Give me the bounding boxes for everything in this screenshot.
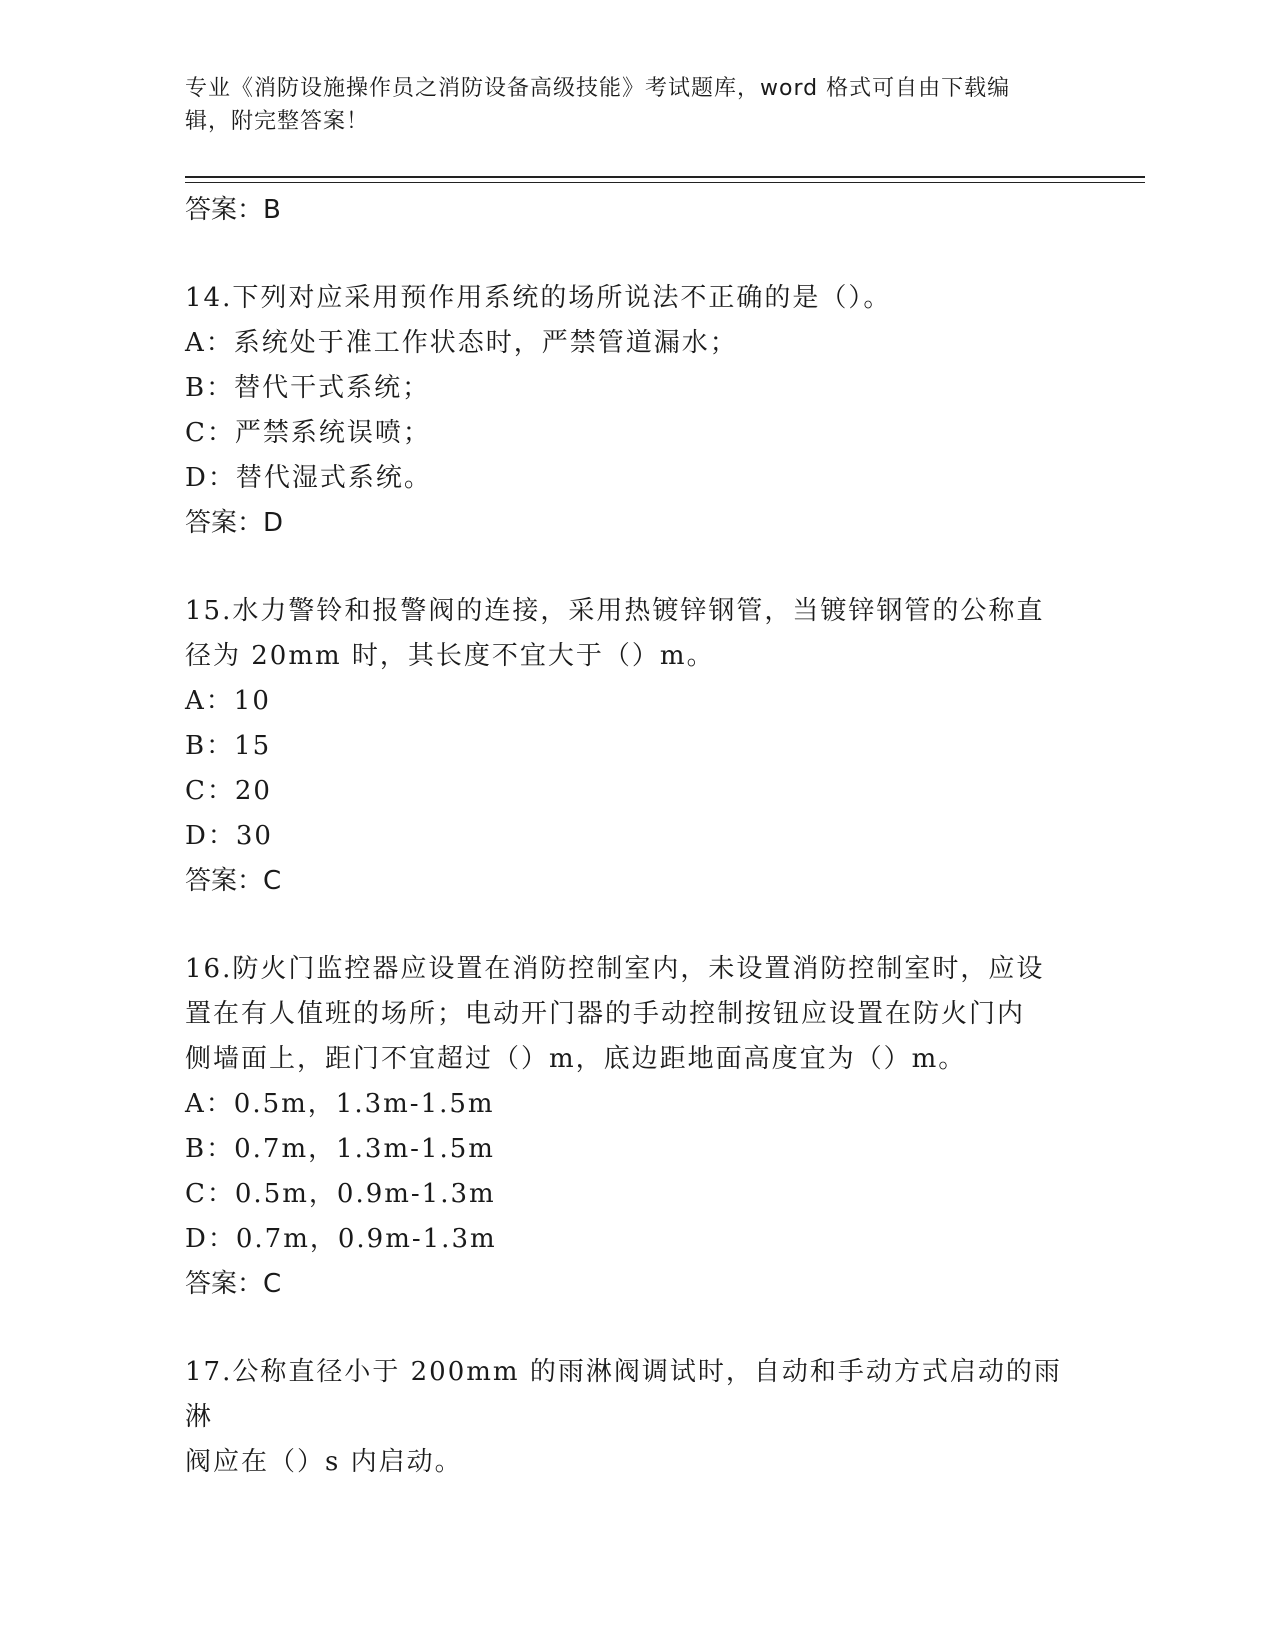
header-line-2: 辑，附完整答案！ (185, 109, 370, 134)
header-line-1: 专业《消防设施操作员之消防设备高级技能》考试题库，word 格式可自由下载编 (185, 76, 1011, 101)
option-d: D：替代湿式系统。 (185, 463, 432, 493)
question-14 (185, 276, 1085, 545)
answer-line: 答案：B (185, 195, 281, 225)
option-b: B：0.7m，1.3m-1.5m (185, 1134, 495, 1164)
question-text: 14.下列对应采用预作用系统的场所说法不正确的是（）。 (185, 283, 892, 313)
question-15 (185, 589, 1085, 903)
document-header (185, 72, 1065, 138)
question-text: 16.防火门监控器应设置在消防控制室内，未设置消防控制室时，应设 (185, 954, 1045, 984)
option-d: D：30 (185, 821, 273, 851)
question-text: 17.公称直径小于 200mm 的雨淋阀调试时，自动和手动方式启动的雨淋 (185, 1357, 1062, 1432)
option-d: D：0.7m，0.9m-1.3m (185, 1224, 497, 1254)
option-a: A：0.5m，1.3m-1.5m (185, 1089, 495, 1119)
header-rule-thin (185, 182, 1145, 183)
option-c: C：0.5m，0.9m-1.3m (185, 1179, 496, 1209)
option-a: A：系统处于准工作状态时，严禁管道漏水； (185, 328, 738, 358)
option-c: C：严禁系统误喷； (185, 418, 431, 448)
question-text: 径为 20mm 时，其长度不宜大于（）m。 (185, 641, 715, 671)
option-b: B：替代干式系统； (185, 373, 431, 403)
header-rule-thick (185, 176, 1145, 178)
option-c: C：20 (185, 776, 272, 806)
answer-line: 答案：C (185, 866, 282, 896)
question-text: 置在有人值班的场所；电动开门器的手动控制按钮应设置在防火门内 (185, 999, 1026, 1029)
answer-line: 答案：D (185, 508, 284, 538)
question-list (185, 188, 1085, 1485)
question-16 (185, 947, 1085, 1306)
question-text: 15.水力警铃和报警阀的连接，采用热镀锌钢管，当镀锌钢管的公称直 (185, 596, 1045, 626)
question-text: 侧墙面上，距门不宜超过（）m，底边距地面高度宜为（）m。 (185, 1044, 967, 1074)
option-b: B：15 (185, 731, 272, 761)
option-a: A：10 (185, 686, 271, 716)
answer-line: 答案：C (185, 1269, 282, 1299)
question-text: 阀应在（）s 内启动。 (185, 1447, 463, 1477)
question-17 (185, 1350, 1085, 1485)
